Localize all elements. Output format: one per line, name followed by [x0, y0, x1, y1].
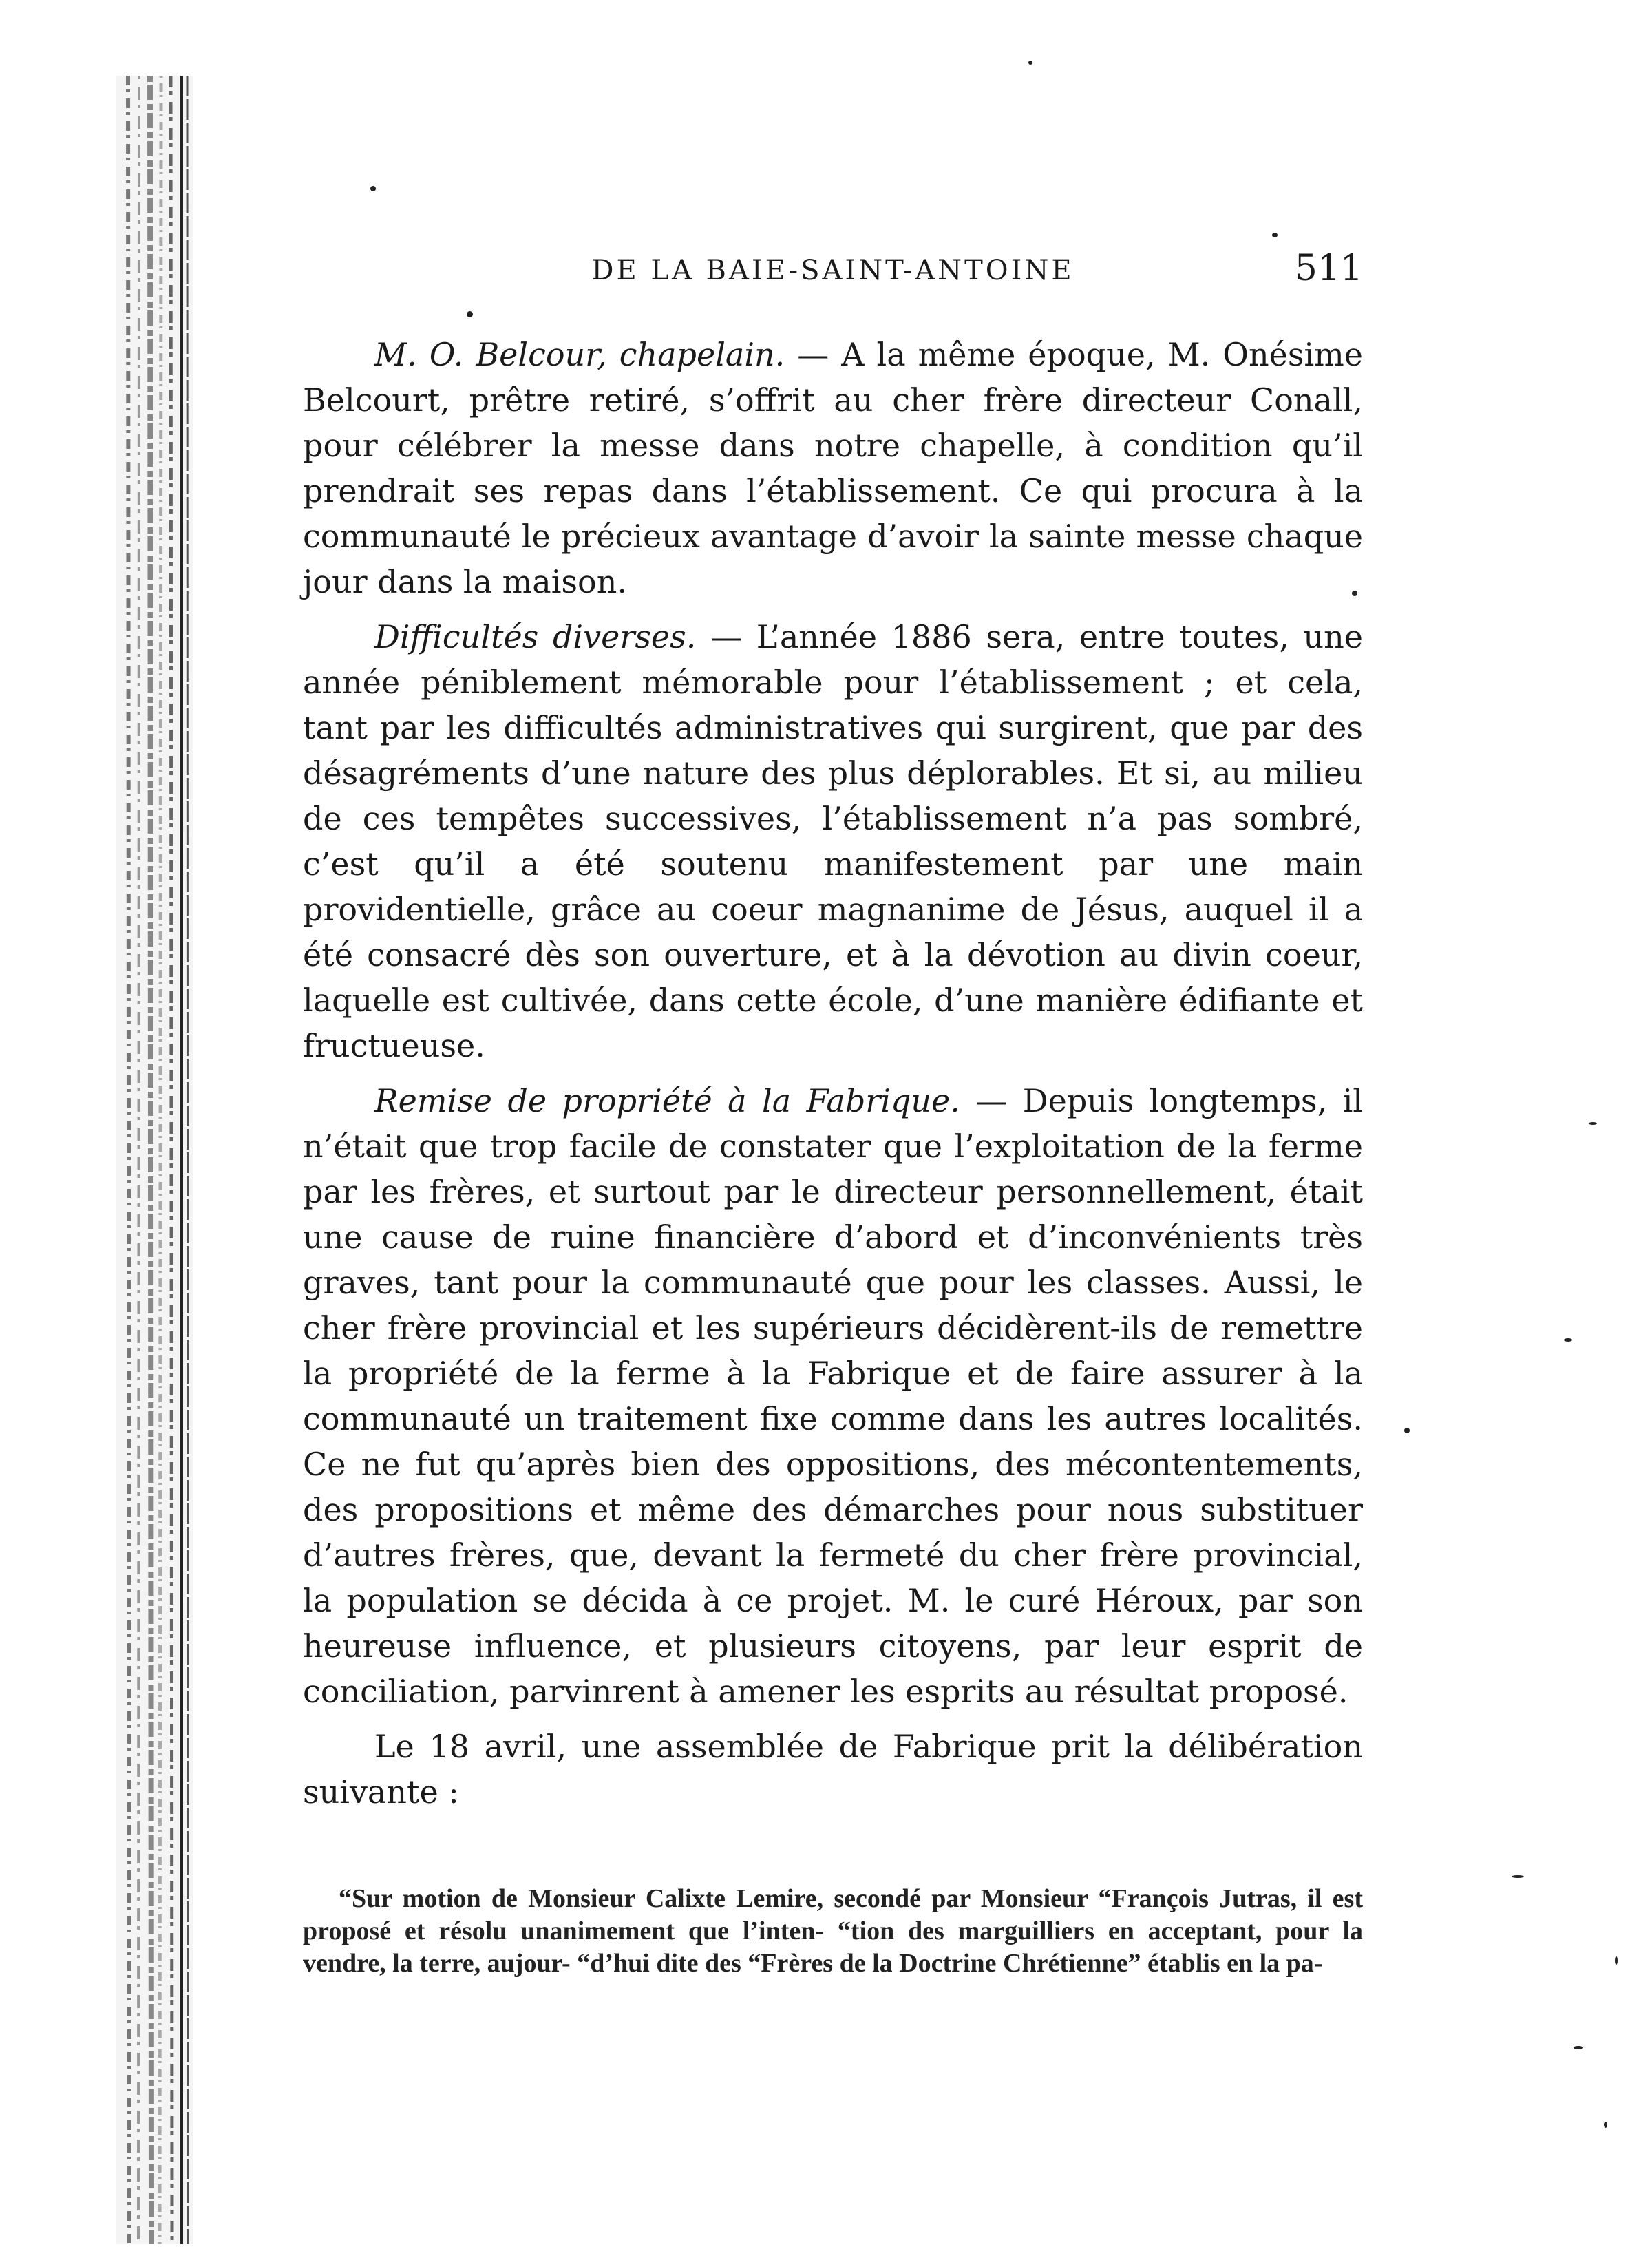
paragraph — [303, 1724, 1363, 1815]
paragraph-text: — Depuis longtemps, il n’était que trop facile de constater que l’exploitation de la ferme par les frères, et surtout par le directeur personnellement, était une cause de ruine financière d’abord et d’inconvénients très graves, tant pour la communauté que pour les classes. Aussi, le cher frère provincial et les supérieurs décidèrent-ils de remettre la propriété de la ferme à la Fabrique et de faire assurer à la communauté un traitement fixe comme dans les autres localités. Ce ne fut qu’après bien des oppositions, des mécontentements, des propositions et même des démarches pour nous substituer d’autres frères, que, devant la fermeté du cher frère provincial, la population se décida à ce projet. M. le curé Héroux, par son heureuse influence, et plusieurs citoyens, par leur esprit de conciliation, parvinrent à amener les esprits au résultat proposé. — [303, 1082, 1364, 1710]
scan-speck — [467, 311, 473, 317]
section-heading: Difficultés diverses. — [374, 618, 697, 655]
body-text — [303, 332, 1363, 1824]
paragraph-text: — L’année 1886 sera, entre toutes, une année péniblement mémorable pour l’établissement ; et cela, tant par les difficultés administratives qui surgirent, que par des désagréments d’une nature des plus déplorables. Et si, au milieu de ces tempêtes successives, l’établissement n’a pas sombré, c’est qu’il a été soutenu manifestement par une main providentielle, grâce au coeur magnanime de Jésus, auquel il a été consacré dès son ouverture, et à la dévotion au divin coeur, laquelle est cultivée, dans cette école, d’une manière édifiante et fructueuse. — [303, 618, 1363, 1064]
running-title: DE LA BAIE-SAINT-ANTOINE — [591, 255, 1074, 286]
paragraph — [303, 1078, 1363, 1714]
scan-speck — [1615, 1956, 1618, 1965]
scan-speck — [370, 186, 376, 191]
paragraph-text: — A la même époque, M. Onésime Belcourt, prêtre retiré, s’offrit au cher frère directeur Conall, pour célébrer la messe dans notre chapelle, à condition qu’il prendrait ses repas dans l’établissement. Ce qui procura à la communauté le précieux avantage d’avoir la sainte messe chaque jour dans la maison. — [303, 336, 1364, 600]
scan-speck — [1272, 233, 1278, 237]
scan-speck — [1404, 1428, 1410, 1433]
section-heading: M. O. Belcour, chapelain. — [374, 336, 785, 373]
scan-speck — [1589, 1122, 1597, 1125]
scan-speck — [1604, 2122, 1607, 2128]
closing-paragraph: Le 18 avril, une assemblée de Fabrique prit la délibération suivante : — [303, 1728, 1363, 1810]
quote-text: “Sur motion de Monsieur Calixte Lemire, secondé par Monsieur “François Jutras, il est proposé et résolu unanimement que l’inten- “tion des marguilliers en acceptant, pour la vendre, la terre, aujour- “d’hui dite des “Frères de la Doctrine Chrétienne” établis en la pa- — [303, 1884, 1363, 1978]
binding-edge — [116, 76, 193, 2244]
section-heading: Remise de propriété à la Fabrique. — [374, 1082, 960, 1119]
paragraph — [303, 614, 1363, 1068]
scan-speck — [1564, 1338, 1572, 1342]
paragraph — [303, 332, 1363, 604]
quoted-resolution — [303, 1883, 1363, 1980]
page-number: 511 — [1294, 248, 1363, 289]
scan-speck — [1574, 2046, 1583, 2049]
scan-speck — [1028, 61, 1032, 65]
scan-speck — [1512, 1875, 1524, 1878]
page-header — [303, 248, 1363, 303]
